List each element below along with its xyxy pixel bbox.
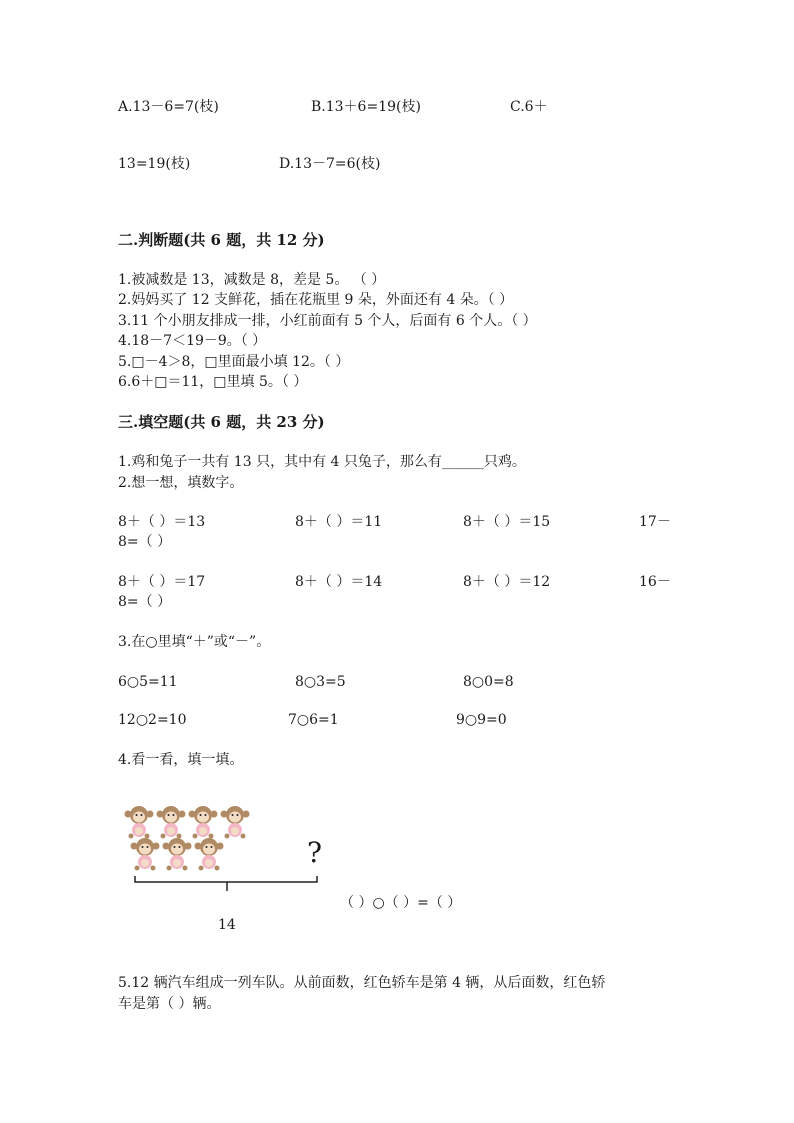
section-2-title: 二.判断题(共 6 题，共 12 分) <box>118 231 325 249</box>
monkey-icon <box>188 805 218 839</box>
q3-row1-eq3: 8○0=8 <box>463 674 514 690</box>
q3-row2-eq2: 7○6=1 <box>288 712 339 728</box>
monkey-icon <box>124 805 154 839</box>
q3-row2-eq1: 12○2=10 <box>118 712 187 728</box>
brace-bracket <box>132 876 332 896</box>
q2-row2-eq3: 8＋（ ）＝12 <box>463 574 551 590</box>
q4-equation: （ ）○（ ）=（ ） <box>340 895 462 911</box>
q2-row2-eq2: 8＋（ ）＝14 <box>295 574 383 590</box>
q2-row2-eq4: 16－ <box>639 574 671 590</box>
q2-row1-eq1: 8＋（ ）＝13 <box>118 514 206 530</box>
q2-row2-eq1: 8＋（ ）＝17 <box>118 574 206 590</box>
fill-q4: 4.看一看，填一填。 <box>118 752 244 768</box>
brace-label: 14 <box>218 917 236 933</box>
fill-q3: 3.在○里填“＋”或“－”。 <box>118 634 271 650</box>
monkey-icon <box>162 837 192 871</box>
q3-row2-eq3: 9○9=0 <box>456 712 507 728</box>
monkey-icon <box>194 837 224 871</box>
monkey-icon <box>156 805 186 839</box>
q2-row1-eq4: 17－ <box>639 514 671 530</box>
option-c: C.6＋ <box>510 99 548 115</box>
q3-row1-eq2: 8○3=5 <box>295 674 346 690</box>
q3-row1-eq1: 6○5=11 <box>118 674 178 690</box>
fill-q5-line1: 5.12 辆汽车组成一列车队。从前面数，红色轿车是第 4 辆，从后面数，红色轿 <box>118 975 606 991</box>
section-3-title: 三.填空题(共 6 题，共 23 分) <box>118 413 325 431</box>
option-a: A.13－6=7(枝) <box>118 99 219 115</box>
judge-item-4: 4.18－7＜19－9。（ ） <box>118 333 267 349</box>
option-b: B.13＋6=19(枝) <box>311 99 421 115</box>
fill-q1: 1.鸡和兔子一共有 13 只，其中有 4 只兔子，那么有______只鸡。 <box>118 454 526 470</box>
judge-item-1: 1.被减数是 13，减数是 8，差是 5。 （ ） <box>118 272 386 288</box>
monkey-icon <box>130 837 160 871</box>
option-d: D.13－7=6(枝) <box>279 156 381 172</box>
judge-item-2: 2.妈妈买了 12 支鲜花，插在花瓶里 9 朵，外面还有 4 朵。（ ） <box>118 292 514 308</box>
judge-item-5: 5.□－4＞8，□里面最小填 12。（ ） <box>118 354 350 370</box>
q2-row1-eq2: 8＋（ ）＝11 <box>295 514 383 530</box>
judge-item-3: 3.11 个小朋友排成一排，小红前面有 5 个人，后面有 6 个人。（ ） <box>118 313 537 329</box>
fill-q5-line2: 车是第（ ）辆。 <box>118 996 221 1012</box>
monkey-icon <box>220 805 250 839</box>
option-c-continued: 13=19(枝) <box>118 156 191 172</box>
question-mark: ? <box>307 836 323 869</box>
judge-item-6: 6.6＋□＝11，□里填 5。（ ） <box>118 374 308 390</box>
q2-row2-eq4-wrap: 8=（ ） <box>118 594 172 610</box>
q2-row1-eq3: 8＋（ ）＝15 <box>463 514 551 530</box>
fill-q2: 2.想一想，填数字。 <box>118 475 244 491</box>
q2-row1-eq4-wrap: 8=（ ） <box>118 534 172 550</box>
